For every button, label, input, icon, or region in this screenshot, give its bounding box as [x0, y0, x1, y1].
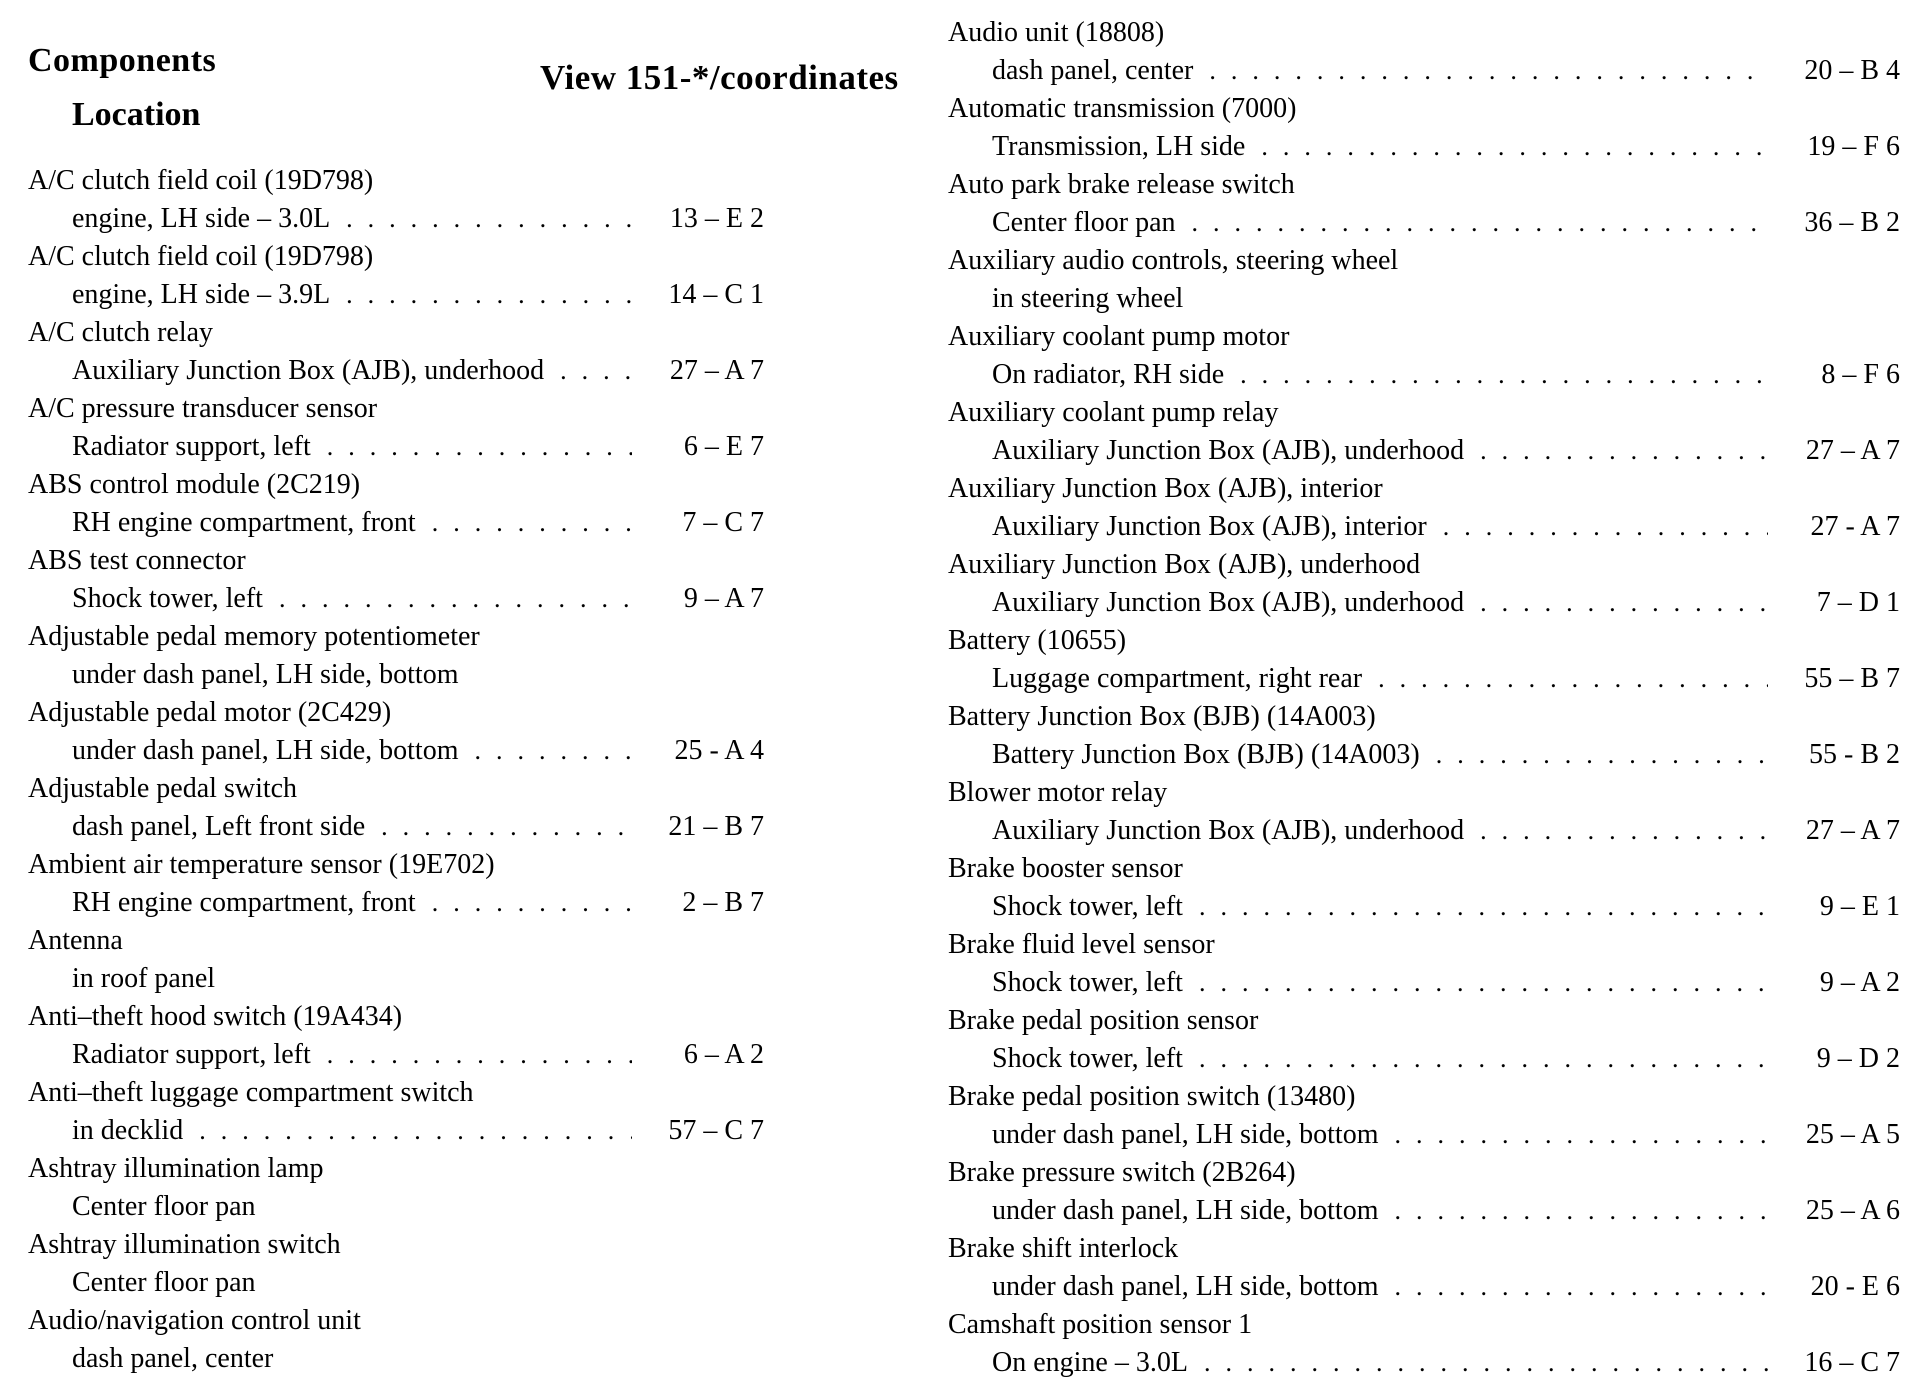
- component-name: Blower motor relay: [948, 777, 1168, 808]
- dot-leader: [1394, 1192, 1768, 1230]
- grid-coordinate: 25 – A 5: [1805, 1119, 1900, 1150]
- column-header: [28, 42, 764, 134]
- component-entry: [28, 1074, 764, 1150]
- component-entry: [28, 466, 764, 542]
- component-name: Audio unit (18808): [948, 17, 1165, 48]
- component-entry: [948, 14, 1900, 90]
- right-entry-list: [948, 14, 1900, 1382]
- component-entry: [28, 846, 764, 922]
- component-location: On engine – 3.0L: [992, 1347, 1188, 1378]
- component-location: Auxiliary Junction Box (AJB), underhood: [992, 587, 1465, 618]
- component-name: A/C pressure transducer sensor: [28, 393, 378, 424]
- grid-coordinate: 8 – F 6: [1821, 359, 1900, 390]
- component-entry: [28, 694, 764, 770]
- dot-leader: [432, 884, 632, 922]
- component-location-row: [948, 584, 1900, 622]
- component-entry: [948, 622, 1900, 698]
- component-entry: [948, 394, 1900, 470]
- dot-leader: [1378, 660, 1768, 698]
- component-entry: [28, 618, 764, 694]
- component-entry: [948, 1230, 1900, 1306]
- component-location: under dash panel, LH side, bottom: [992, 1271, 1379, 1302]
- component-location-row: [28, 1036, 764, 1074]
- grid-coordinate: 21 – B 7: [668, 811, 764, 842]
- dot-leader: [1209, 52, 1768, 90]
- component-entry: [948, 470, 1900, 546]
- component-name: A/C clutch field coil (19D798): [28, 241, 374, 272]
- right-column: [948, 14, 1900, 1382]
- component-name: Battery (10655): [948, 625, 1127, 656]
- dot-leader: [1199, 1040, 1768, 1078]
- left-entry-list: [28, 162, 764, 1378]
- component-location-row: [28, 580, 764, 618]
- component-entry: [948, 1154, 1900, 1230]
- component-name: Anti–theft hood switch (19A434): [28, 1001, 403, 1032]
- component-location: Shock tower, left: [72, 583, 263, 614]
- component-entry: [28, 922, 764, 998]
- component-location: Radiator support, left: [72, 1039, 311, 1070]
- grid-coordinate: 6 – E 7: [683, 431, 764, 462]
- component-location: in roof panel: [72, 963, 216, 994]
- dot-leader: [1480, 812, 1768, 850]
- grid-coordinate: 57 – C 7: [668, 1115, 764, 1146]
- dot-leader: [327, 1036, 632, 1074]
- component-location: Shock tower, left: [992, 891, 1183, 922]
- component-name: Auxiliary coolant pump motor: [948, 321, 1290, 352]
- component-location-row: [948, 736, 1900, 774]
- component-location-row: [28, 1264, 764, 1302]
- grid-coordinate: 9 – E 1: [1819, 891, 1900, 922]
- dot-leader: [1261, 128, 1768, 166]
- component-entry: [948, 242, 1900, 318]
- component-location-row: [28, 352, 764, 390]
- component-entry: [28, 542, 764, 618]
- component-entry: [948, 546, 1900, 622]
- component-entry: [28, 1226, 764, 1302]
- component-name: Auto park brake release switch: [948, 169, 1295, 200]
- component-entry: [28, 238, 764, 314]
- component-location-row: [28, 656, 764, 694]
- component-name: Brake fluid level sensor: [948, 929, 1215, 960]
- grid-coordinate: 7 – D 1: [1816, 587, 1900, 618]
- component-location: Auxiliary Junction Box (AJB), underhood: [72, 355, 545, 386]
- grid-coordinate: 6 – A 2: [683, 1039, 764, 1070]
- component-location: Center floor pan: [72, 1191, 256, 1222]
- grid-coordinate: 27 – A 7: [1805, 435, 1900, 466]
- dot-leader: [1436, 736, 1768, 774]
- component-name: ABS control module (2C219): [28, 469, 361, 500]
- component-name: ABS test connector: [28, 545, 246, 576]
- component-entry: [948, 1002, 1900, 1078]
- component-location: dash panel, center: [992, 55, 1194, 86]
- component-location: in decklid: [72, 1115, 184, 1146]
- component-name: Ambient air temperature sensor (19E702): [28, 849, 495, 880]
- component-location-row: [948, 888, 1900, 926]
- component-location: engine, LH side – 3.0L: [72, 203, 331, 234]
- grid-coordinate: 9 – A 7: [683, 583, 764, 614]
- dot-leader: [1192, 204, 1769, 242]
- dot-leader: [1443, 508, 1768, 546]
- component-location: RH engine compartment, front: [72, 507, 416, 538]
- component-location: under dash panel, LH side, bottom: [992, 1119, 1379, 1150]
- component-location-row: [28, 960, 764, 998]
- component-entry: [948, 774, 1900, 850]
- component-name: Brake shift interlock: [948, 1233, 1179, 1264]
- dot-leader: [279, 580, 632, 618]
- grid-coordinate: 9 – D 2: [1816, 1043, 1900, 1074]
- component-entry: [28, 314, 764, 390]
- left-column: [28, 42, 764, 1378]
- component-location-row: [948, 1040, 1900, 1078]
- dot-leader: [474, 732, 632, 770]
- component-location: Center floor pan: [992, 207, 1176, 238]
- component-entry: [28, 162, 764, 238]
- component-location-row: [948, 432, 1900, 470]
- component-name: Brake pressure switch (2B264): [948, 1157, 1296, 1188]
- view-coordinates-heading: View 151-*/coordinates: [540, 58, 899, 97]
- component-location-row: [28, 504, 764, 542]
- component-location-row: [28, 276, 764, 314]
- component-location-row: [948, 508, 1900, 546]
- grid-coordinate: 27 - A 7: [1810, 511, 1900, 542]
- component-location: under dash panel, LH side, bottom: [72, 659, 459, 690]
- component-location-row: [948, 1344, 1900, 1382]
- dot-leader: [1480, 584, 1768, 622]
- component-location: dash panel, center: [72, 1343, 274, 1374]
- component-location-row: [948, 964, 1900, 1002]
- grid-coordinate: 25 - A 4: [674, 735, 764, 766]
- component-location: Center floor pan: [72, 1267, 256, 1298]
- component-location: Auxiliary Junction Box (AJB), interior: [992, 511, 1427, 542]
- grid-coordinate: 25 – A 6: [1805, 1195, 1900, 1226]
- component-location: Luggage compartment, right rear: [992, 663, 1363, 694]
- component-location-row: [948, 1192, 1900, 1230]
- dot-leader: [1199, 888, 1768, 926]
- component-location: engine, LH side – 3.9L: [72, 279, 331, 310]
- grid-coordinate: 16 – C 7: [1804, 1347, 1900, 1378]
- component-location-row: [948, 356, 1900, 394]
- component-name: Anti–theft luggage compartment switch: [28, 1077, 474, 1108]
- component-location: dash panel, Left front side: [72, 811, 366, 842]
- component-entry: [28, 770, 764, 846]
- component-name: Brake booster sensor: [948, 853, 1183, 884]
- location-heading: Location: [72, 96, 201, 133]
- component-location-row: [28, 1188, 764, 1226]
- dot-leader: [381, 808, 632, 846]
- component-entry: [28, 998, 764, 1074]
- dot-leader: [1204, 1344, 1768, 1382]
- component-location: Auxiliary Junction Box (AJB), underhood: [992, 815, 1465, 846]
- component-name: Battery Junction Box (BJB) (14A003): [948, 701, 1376, 732]
- component-location-row: [28, 1112, 764, 1150]
- component-location-row: [28, 1340, 764, 1378]
- dot-leader: [1240, 356, 1768, 394]
- dot-leader: [327, 428, 632, 466]
- component-entry: [948, 1078, 1900, 1154]
- component-name: Auxiliary coolant pump relay: [948, 397, 1279, 428]
- grid-coordinate: 7 – C 7: [682, 507, 764, 538]
- component-entry: [948, 850, 1900, 926]
- component-location-row: [28, 808, 764, 846]
- grid-coordinate: 13 – E 2: [669, 203, 764, 234]
- component-location-row: [28, 428, 764, 466]
- component-entry: [28, 1150, 764, 1226]
- component-location: RH engine compartment, front: [72, 887, 416, 918]
- component-name: Brake pedal position switch (13480): [948, 1081, 1356, 1112]
- component-location: Battery Junction Box (BJB) (14A003): [992, 739, 1420, 770]
- component-location: Auxiliary Junction Box (AJB), underhood: [992, 435, 1465, 466]
- component-name: Auxiliary Junction Box (AJB), underhood: [948, 549, 1421, 580]
- components-heading: Components: [28, 42, 217, 79]
- component-entry: [28, 390, 764, 466]
- dot-leader: [199, 1112, 632, 1150]
- grid-coordinate: 36 – B 2: [1804, 207, 1900, 238]
- component-entry: [948, 698, 1900, 774]
- component-location: in steering wheel: [992, 283, 1184, 314]
- component-location-row: [948, 660, 1900, 698]
- component-location: Shock tower, left: [992, 967, 1183, 998]
- grid-coordinate: 27 – A 7: [1805, 815, 1900, 846]
- dot-leader: [1199, 964, 1768, 1002]
- component-location: Shock tower, left: [992, 1043, 1183, 1074]
- component-location-row: [28, 732, 764, 770]
- component-name: Antenna: [28, 925, 123, 956]
- component-location-row: [948, 812, 1900, 850]
- component-location-row: [948, 280, 1900, 318]
- component-entry: [948, 166, 1900, 242]
- component-name: Audio/navigation control unit: [28, 1305, 361, 1336]
- dot-leader: [346, 200, 632, 238]
- component-name: Adjustable pedal memory potentiometer: [28, 621, 480, 652]
- component-location-row: [28, 200, 764, 238]
- component-location: On radiator, RH side: [992, 359, 1225, 390]
- component-name: Brake pedal position sensor: [948, 1005, 1259, 1036]
- component-location: Transmission, LH side: [992, 131, 1246, 162]
- component-location-row: [28, 884, 764, 922]
- dot-leader: [432, 504, 632, 542]
- component-entry: [948, 318, 1900, 394]
- component-location-row: [948, 1268, 1900, 1306]
- component-name: Ashtray illumination lamp: [28, 1153, 324, 1184]
- component-name: A/C clutch relay: [28, 317, 214, 348]
- component-entry: [948, 926, 1900, 1002]
- grid-coordinate: 55 - B 2: [1809, 739, 1900, 770]
- component-name: Auxiliary audio controls, steering wheel: [948, 245, 1399, 276]
- grid-coordinate: 2 – B 7: [682, 887, 764, 918]
- component-location: under dash panel, LH side, bottom: [992, 1195, 1379, 1226]
- dot-leader: [1394, 1116, 1768, 1154]
- grid-coordinate: 27 – A 7: [669, 355, 764, 386]
- component-name: Ashtray illumination switch: [28, 1229, 341, 1260]
- dot-leader: [560, 352, 632, 390]
- grid-coordinate: 20 - E 6: [1810, 1271, 1900, 1302]
- component-location: under dash panel, LH side, bottom: [72, 735, 459, 766]
- component-name: Automatic transmission (7000): [948, 93, 1297, 124]
- dot-leader: [346, 276, 632, 314]
- grid-coordinate: 9 – A 2: [1819, 967, 1900, 998]
- component-name: Adjustable pedal switch: [28, 773, 298, 804]
- component-entry: [948, 90, 1900, 166]
- component-name: Adjustable pedal motor (2C429): [28, 697, 392, 728]
- component-location-row: [948, 128, 1900, 166]
- component-location-row: [948, 204, 1900, 242]
- grid-coordinate: 20 – B 4: [1804, 55, 1900, 86]
- component-location: Radiator support, left: [72, 431, 311, 462]
- component-name: Camshaft position sensor 1: [948, 1309, 1253, 1340]
- grid-coordinate: 55 – B 7: [1804, 663, 1900, 694]
- dot-leader: [1394, 1268, 1768, 1306]
- component-entry: [948, 1306, 1900, 1382]
- component-entry: [28, 1302, 764, 1378]
- component-location-row: [948, 52, 1900, 90]
- grid-coordinate: 14 – C 1: [668, 279, 764, 310]
- component-name: Auxiliary Junction Box (AJB), interior: [948, 473, 1383, 504]
- dot-leader: [1480, 432, 1768, 470]
- component-name: A/C clutch field coil (19D798): [28, 165, 374, 196]
- component-location-row: [948, 1116, 1900, 1154]
- grid-coordinate: 19 – F 6: [1807, 131, 1900, 162]
